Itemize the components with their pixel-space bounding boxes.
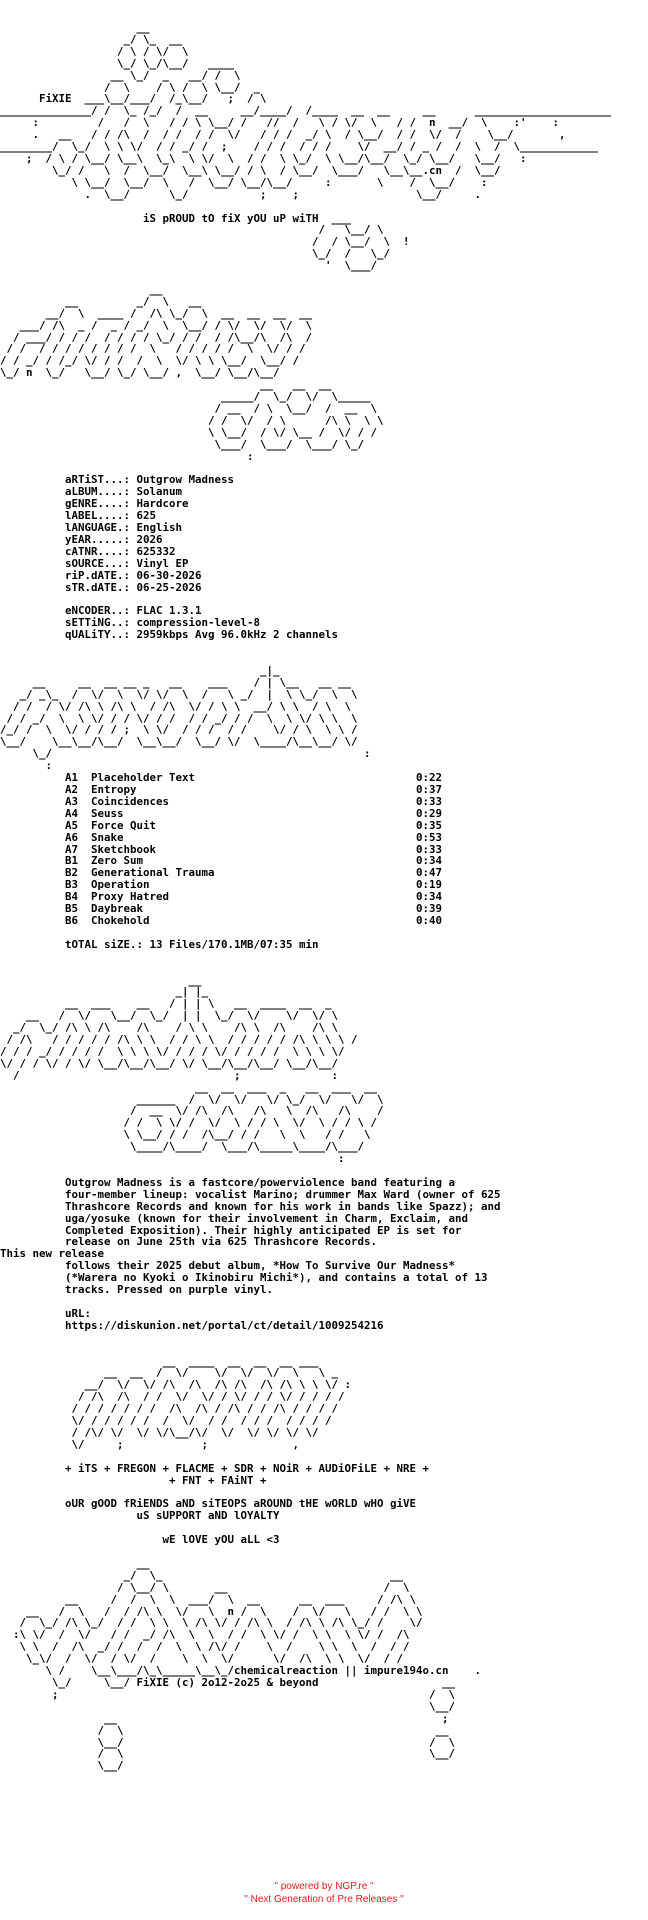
footer-tagline[interactable]	[0, 1893, 648, 1906]
footer-powered-by[interactable]	[0, 1880, 648, 1893]
ngp-link[interactable]: " powered by NGP.re "	[274, 1881, 374, 1892]
nfo-text: __ _/ \_ __ / \ / \/ \ \_/ \_/\__/ ____ __ \_/ _ __/ / \ / \ / \ / \ \__/ _ FiXIE ___\__/___/ /_\__/ ; / \ ______________/ / \_ /_/ / __ __/____/ /____ __ __ __ _____________________ : / / \ / / \ \__/ / // / \ / \/ \ / / n __/ \ :' : . __ / / /\ / / / / / \/ / / / _/ \ / \__/ / / \/ / \__/ , ________/ \_/ \ \ \/ / / _/ / ; / / / / / / \/ __/ / _ / / \ / \____________ ; / \ / \__/ \__\ \_\ \ \/ \ / / \ \_/ \ \__/\__/ \_/ \__/ \__/ : \_/ / \ / \__/ \__\ \__/ / \ / \__/ \___/ \__\__.cn / \__/ \ \__/ \__/ \ / \__/ \__/\__/ : \ / \__/ : . \__/ \_/ ; ; \__/ . iS pROUD tO fiX yOU uP wiTH ___ / \__/ \ / / \__/ \ ! \_/ / \_/ ' \___/ __ __ _/ \ __ __/ \ ____ / /\ \_/ \ __ __ __ __ ___/ /\ _ / _ / _/ \ \__/ / \/ \/ \/ \ / ___/ / / / / / / / \_/ / / / /\__/\ /\ / / / / / / / / / / / \ / / / / / \ \/ / / / / _/ / /_/ \/ / / / \ \/ \ \ \__/ \__/ / \_/ n \_/ \__/ \_/ \__/ , \__/ \__/\__/ __ __ __ _____/ \_/ \/ \_____ / __ / \ \__/ / __ \ / / \/ / \ /\ \ \ \ \ \__/ / \/ \__ / \/ / / \___/ \___/ \___/ \_/ : aRTiST...: Outgrow Madness aLBUM....: Solanum gENRE....: Hardcore lABEL....: 625 lANGUAGE.: English yEAR.....: 2026 cATNR....: 625332 sOURCE...: Vinyl EP riP.dATE.: 06-30-2026 sTR.dATE.: 06-25-2026 eNCODER..: FLAC 1.3.1 sETTiNG..: compression-level-8 qUALiTY..: 2959kbps Avg 96.0kHz 2 channels _|_ __ __ __ __ _ __ ___ / | \__ __ __ _/ _\_ / \/ \ \/ \/ \ / \ _/ | \ \_/ \ \ / / / \/ /\ \ /\ \ / /\ \/ / \ \ __/ \ \ / \ \ / / _/ \ \ \/ / / \/ / / / / _/ / / \ \ \/ \ \ \ /_/ / \ \/ / / / ; \ \/ / / / / / \/ / \ \ \ / \__/ \__\__/\__/ \__\__/ \__/ \/ \____/\__\__/ \/ \_/ : : A1 Placeholder Text 0:22 A2 Entropy 0:37 A3 Coincidences 0:33 A4 Seuss 0:29 A5 Force Quit 0:35 A6 Snake 0:53 A7 Sketchbook 0:33 B1 Zero Sum 0:34 B2 Generational Trauma 0:47 B3 Operation 0:19 B4 Proxy Hatred 0:34 B5 Daybreak 0:39 B6 Chokehold 0:40 tOTAL siZE.: 13 Files/170.1MB/07:35 min __ _| |_ __ ___ __ / | | \ __ ____ __ _ __ / \/ \__/ \_/ | | \_/ \/ \/ \/ \ _/ \_/ /\ \ /\ /\ / \ \ /\ \ /\ /\ \ / /\ / / / / / /\ \ \ / / \ \ / / / / / /\ \ \ \ / / / / _/ / / / / \ \ \ \/ / / / \/ / / / / \ \ \ \/ \/ / / \/ / \/ \__/\__/\__/ \/ \__/\__/\__/ \__/\__/ / ; : __ __ ___ _ __ ___ __ ______ / \/ \/ \/ \_/ \/ \/ \ / __ \/ /\ /\ /\ \ /\ /\ / / / \ \/ / \/ \ / / \ \/ \ / / \ / \ \__/ / / /\__/ / / \ \ / / \ \____/\____/ \___/\_____\____/\___/ : Outgrow Madness is a fastcore/powerviolence band featuring a four-member lineup: vocalist Marino; drummer Max Ward (owner of 625 Thrashcore Records and known for his work in bands like Spazz); and uga/yosuke (known for their involvement in Charm, Exclaim, and Completed Exposition). Their highly anticipated EP is set for release on June 25th via 625 Thrashcore Records. This new release follows their 2025 debut album, *How To Survive Our Madness* (*Warera no Kyoki o Ikinobiru Michi*), and contains a total of 13 tracks. Pressed on purple vinyl. uRL: https://diskunion.net/portal/ct/detail/1009254216 __ ____ __ __ __ ___ __ __ / \/ \/ \/ \/ \ \ _ __/ \/ \/ /\ /\ /\ /\ /\ /\ \ \ \/ : / /\ /\ / / \/ \/ / \/ / / \/ / / / / / / / / / / / /\ /\ / /\ / / /\ / / / / \/ / / / / / / \/ / / / / / / / / / / /\/ \/ \/ \/\__/\/ \/ \/ \/ \/ \/ \/ ; ; , + iTS + FREGON + FLACME + SDR + NOiR + AUDiOFiLE + NRE + + FNT + FAiNT + oUR gOOD fRiENDS aND siTEOPS aROUND tHE wORLD wHO giVE uS sUPPORT aND lOYALTY wE lOVE yOU aLL <3 __ _/ \_ __ / \__/ \ __ / \ __ / / \ \ ___/ \ __ __ ___ / /\ \ __ / \ / / /\ \ \/ \ n / \ / \/ \ / / \ \ / \_/ /\ \_/ / / \ \ \ /\ \/ / /\ \ / /\ \ /\ \_/ / \/ :\ \/ / \/ / / _/ /\ \ \ / / \ \/ / \ \ \ \/ / /\ \ \ / /\ _/ / / / \ \ /\/ / \ / \ \ \ / / / \_\/ / \/ / \/ / \ \ \/ \/ /\ \ \ \/ / / \ / \__\___/\_\_____\__\_/chemicalreaction || impure194o.cn . \_/ \__/ FiXIE (c) 2o12-2o25 & beyond __ ; / \ \__/ __ ; / \ __ \__/ / \ / \ \__/ \__/	[0, 21, 612, 1773]
footer	[0, 1880, 648, 1906]
ngp-tagline-link[interactable]: " Next Generation of Pre Releases "	[244, 1894, 404, 1905]
